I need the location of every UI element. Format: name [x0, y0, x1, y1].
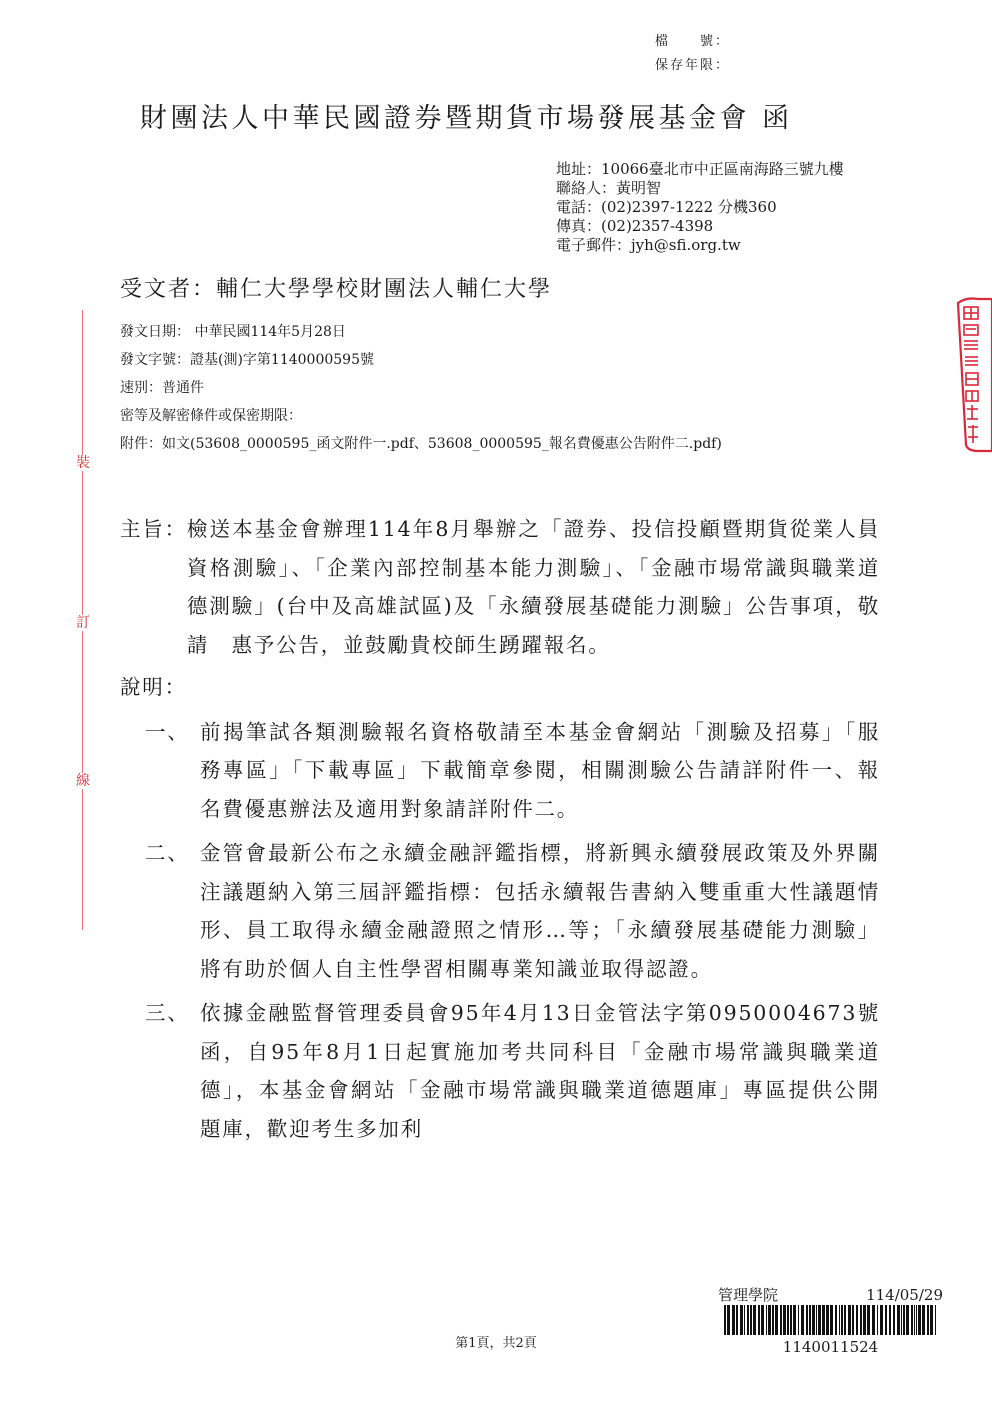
barcode [718, 1305, 943, 1335]
phone: 電話：(02)2397-1222 分機360 [556, 198, 777, 216]
barcode-bar [889, 1305, 891, 1335]
barcode-bar [798, 1305, 799, 1335]
delivery-speed: 速別：普通件 [120, 380, 204, 396]
barcode-bar [880, 1305, 883, 1335]
receipt-date: 114/05/29 [866, 1286, 943, 1304]
barcode-bar [812, 1305, 815, 1335]
barcode-bar [901, 1305, 902, 1335]
item-text: 依據金融監督管理委員會95年4月13日金管法字第0950004673號函，自95年8月1日起實施加考共同科目「金融市場常識與職業道德」，本基金會網站「金融市場常識與職業道德題庫」專區提供公開題庫，歡迎考生多加利 [200, 1001, 880, 1141]
barcode-bar [897, 1305, 900, 1335]
barcode-bar [877, 1305, 878, 1335]
barcode-bar [867, 1305, 870, 1335]
fax: 傳真：(02)2357-4398 [556, 217, 714, 235]
retention-period-label: 保存年限： [655, 58, 731, 73]
barcode-number: 1140011524 [782, 1338, 879, 1356]
contact-person: 聯絡人：黃明智 [556, 179, 662, 197]
barcode-bar [724, 1305, 726, 1335]
item-text: 金管會最新公布之永續金融評鑑指標，將新興永續發展政策及外界關注議題納入第三屆評鑑指標：包括永續報告書納入雙重重大性議題情形、員工取得永續金融證照之情形…等；「永續發展基礎能力測驗」將有助於個人自主性學習相關專業知識並取得認證。 [200, 841, 880, 981]
email: 電子郵件：jyh@sfi.org.tw [556, 236, 741, 254]
barcode-bar [750, 1305, 752, 1335]
attachment-links[interactable]: 如文(53608_0000595_函文附件一.pdf、53608_0000595_報名費優惠公告附件二.pdf) [162, 436, 722, 452]
barcode-bar [727, 1305, 730, 1335]
barcode-bar [732, 1305, 735, 1335]
attachment [120, 435, 890, 453]
subject-text: 檢送本基金會辦理114年8月舉辦之「證券、投信投顧暨期貨從業人員資格測驗」、「企業內部控制基本能力測驗」、「金融市場常識與職業道德測驗」(台中及高雄試區)及「永續發展基礎能力測驗」公告事項，敬請 惠予公告，並鼓勵貴校師生踴躍報名。 [186, 517, 880, 657]
attachment-label: 附件： [120, 436, 162, 452]
barcode-bar [818, 1305, 821, 1335]
barcode-bar [927, 1305, 929, 1335]
barcode-bar [822, 1305, 825, 1335]
address: 地址：10066臺北市中正區南海路三號九樓 [556, 160, 844, 178]
barcode-bar [826, 1305, 829, 1335]
page-number: 第1頁，共2頁 [455, 1336, 537, 1351]
document-number: 發文字號：證基(測)字第1140000595號 [120, 352, 374, 368]
barcode-bar [780, 1305, 782, 1335]
barcode-bar [744, 1305, 745, 1335]
document-meta [120, 318, 890, 453]
subject-label: 主旨： [120, 517, 187, 541]
contact-block [556, 160, 844, 255]
barcode-bar [916, 1305, 917, 1335]
binding-mark-xian: 線 [76, 773, 90, 789]
binding-mark-zhuang: 裝 [76, 455, 90, 471]
subject [120, 510, 880, 664]
barcode-bar [761, 1305, 764, 1335]
barcode-bar [906, 1305, 909, 1335]
barcode-bar [930, 1305, 933, 1335]
barcode-bar [830, 1305, 833, 1335]
barcode-bar [768, 1305, 771, 1335]
barcode-bar [766, 1305, 767, 1335]
barcode-bar [922, 1305, 925, 1335]
barcode-bar [848, 1305, 851, 1335]
barcode-bar [775, 1305, 778, 1335]
barcode-bar [839, 1305, 840, 1335]
barcode-bar [903, 1305, 905, 1335]
barcode-bar [747, 1305, 749, 1335]
barcode-bar [918, 1305, 921, 1335]
barcode-bar [787, 1305, 789, 1335]
explanation-item [120, 834, 880, 988]
barcode-bar [816, 1305, 817, 1335]
item-text: 前揭筆試各類測驗報名資格敬請至本基金會網站「測驗及招募」「服務專區」「下載專區」下載簡章參閱，相關測驗公告請詳附件一、報名費優惠辦法及適用對象請詳附件二。 [200, 719, 880, 821]
recipient: 受文者：輔仁大學學校財團法人輔仁大學 [120, 277, 553, 302]
barcode-bar [740, 1305, 743, 1335]
secrecy-level: 密等及解密條件或保密期限： [120, 408, 302, 424]
barcode-bar [872, 1305, 875, 1335]
barcode-bar [806, 1305, 808, 1335]
official-seal-stamp [938, 295, 992, 455]
explanation-item [120, 994, 880, 1148]
barcode-bar [772, 1305, 774, 1335]
document-title: 財團法人中華民國證券暨期貨市場發展基金會 函 [140, 103, 793, 134]
issue-date: 發文日期： 中華民國114年5月28日 [120, 324, 346, 340]
barcode-bar [893, 1305, 895, 1335]
barcode-bar [914, 1305, 915, 1335]
explanation-label: 說明： [120, 675, 187, 699]
explanation-item [120, 713, 880, 829]
barcode-bar [856, 1305, 858, 1335]
item-number: 一、 [145, 719, 190, 744]
barcode-bar [758, 1305, 760, 1335]
barcode-bar [863, 1305, 866, 1335]
file-number-label: 檔 號： [655, 34, 731, 49]
barcode-bar [801, 1305, 804, 1335]
barcode-bar [852, 1305, 854, 1335]
barcode-bar [885, 1305, 887, 1335]
barcode-bar [793, 1305, 796, 1335]
barcode-bar [835, 1305, 837, 1335]
barcode-bar [841, 1305, 843, 1335]
binding-mark-ding: 訂 [76, 615, 90, 631]
barcode-bar [753, 1305, 756, 1335]
barcode-bar [790, 1305, 792, 1335]
barcode-bar [935, 1305, 936, 1335]
barcode-bar [736, 1305, 738, 1335]
file-meta [655, 30, 730, 78]
barcode-bar [809, 1305, 811, 1335]
barcode-bar [783, 1305, 786, 1335]
receiving-department: 管理學院 [718, 1286, 779, 1304]
item-number: 三、 [145, 1001, 190, 1025]
barcode-bar [911, 1305, 913, 1335]
item-number: 二、 [145, 841, 190, 865]
document-body [120, 510, 880, 1148]
barcode-bar [860, 1305, 862, 1335]
barcode-bar [844, 1305, 846, 1335]
